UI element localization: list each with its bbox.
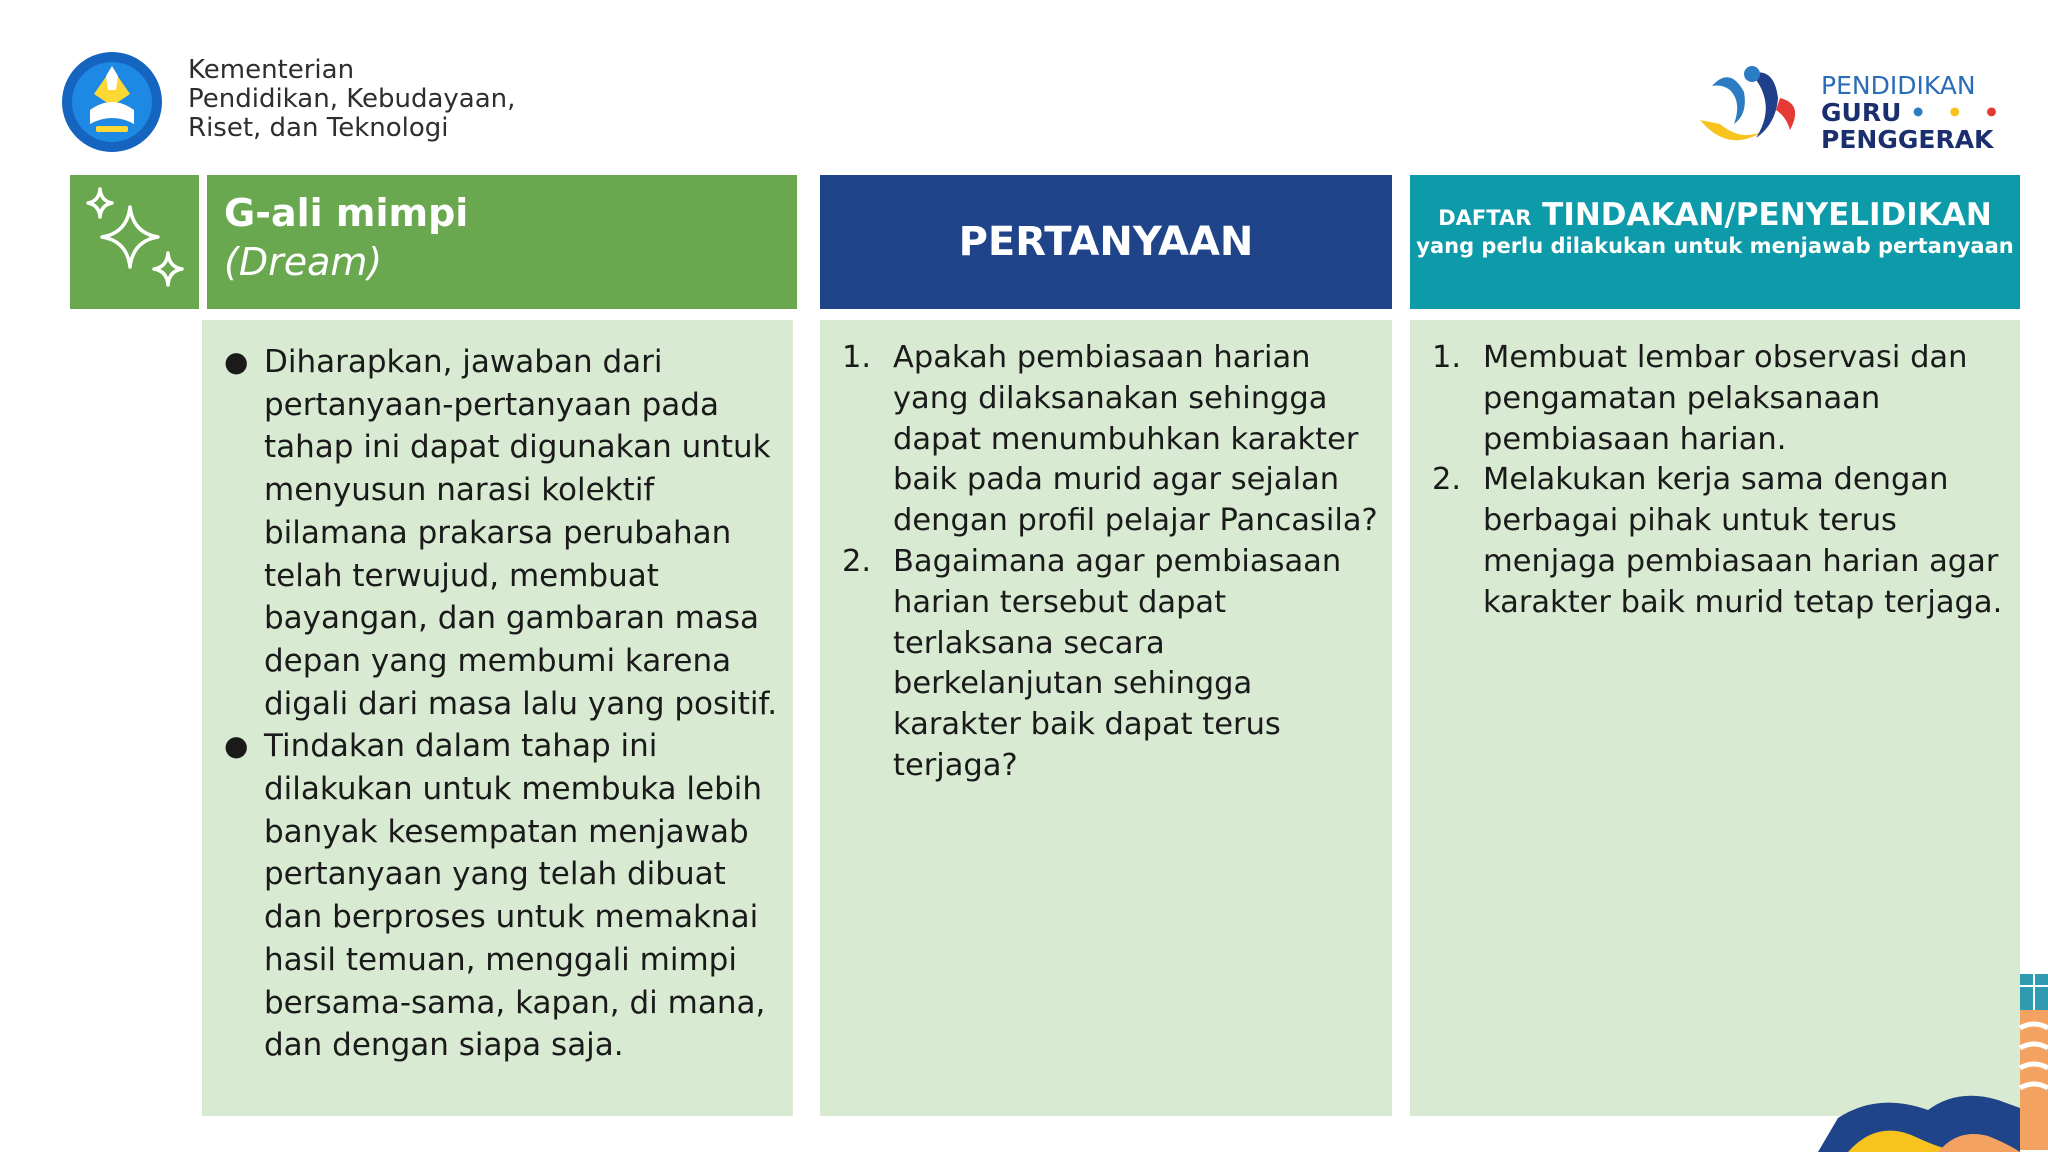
program-line-1: PENDIDIKAN [1821, 71, 1976, 100]
list-item [1432, 460, 2012, 623]
program-line-2: GURU • • • [1821, 98, 2006, 127]
list-item-text: Apakah pembiasaan harian yang dilaksanakan sehingga dapat menumbuhkan karakter baik pada murid agar sejalan dengan profil pelajar Pancasila? [893, 340, 1378, 539]
list-item [224, 725, 779, 1067]
tindakan-header [1410, 175, 2020, 309]
dream-subtitle: (Dream) [224, 240, 383, 284]
list-number: 2. [1432, 462, 1462, 498]
tut-wuri-handayani-emblem [60, 50, 164, 154]
list-item [842, 338, 1382, 542]
list-item [1432, 338, 2012, 460]
list-number: 1. [1432, 340, 1462, 375]
ministry-line: Pendidikan, Kebudayaan, [188, 84, 516, 114]
bullet-icon: ● [224, 345, 249, 378]
list-number: 1. [842, 340, 872, 375]
program-name [1821, 72, 2005, 153]
list-item-text: Membuat lembar observasi dan pengamatan pelaksanaan pembiasaan harian. [1483, 340, 1968, 457]
dream-header [207, 175, 797, 309]
sparkle-icon [70, 175, 199, 309]
list-item-text: Bagaimana agar pembiasaan harian tersebut dapat terlaksana secara berkelanjutan sehingga karakter baik dapat terus terjaga? [893, 543, 1342, 783]
ministry-name [188, 56, 515, 143]
list-item-text: Melakukan kerja sama dengan berbagai pihak untuk terus menjaga pembiasaan harian agar karakter baik murid tetap terjaga. [1483, 462, 2003, 620]
list-item [224, 341, 779, 725]
colored-dots: • • • [1910, 98, 2006, 127]
pertanyaan-list [842, 338, 1382, 787]
dream-panel [202, 320, 793, 1116]
ministry-line: Kementerian [188, 55, 355, 85]
guru-penggerak-logo [1690, 58, 1810, 158]
tindakan-title: TINDAKAN/PENYELIDIKAN [1542, 197, 1992, 233]
dream-icon-cell [70, 175, 199, 309]
list-item-text: Diharapkan, jawaban dari pertanyaan-pertanyaan pada tahap ini dapat digunakan untuk menyusun narasi kolektif bilamana prakarsa perubahan telah terwujud, membuat bayangan, dan gambaran masa depan yang membumi karena digali dari masa lalu yang positif. [264, 344, 778, 722]
tindakan-title-prefix: DAFTAR [1438, 206, 1532, 230]
bullet-icon: ● [224, 729, 249, 763]
pertanyaan-panel [820, 320, 1392, 1116]
list-item [842, 542, 1382, 787]
ministry-line: Riset, dan Teknologi [188, 113, 449, 143]
program-line-3: PENGGERAK [1821, 125, 1994, 154]
list-number: 2. [842, 543, 872, 579]
pertanyaan-header: PERTANYAAN [820, 175, 1392, 309]
list-item-text: Tindakan dalam tahap ini dilakukan untuk membuka lebih banyak kesempatan menjawab pertanyaan yang telah dibuat dan berproses untuk memaknai hasil temuan, menggali mimpi bersama-sama, kapan, di mana, dan dengan siapa saja. [264, 728, 766, 1064]
decorative-corner-pattern [1788, 968, 2048, 1152]
tindakan-subtitle: yang perlu dilakukan untuk menjawab pertanyaan [1416, 234, 2014, 258]
tindakan-list [1432, 338, 2012, 624]
dream-bullet-list [224, 341, 779, 1067]
dream-title: G-ali mimpi [224, 191, 469, 235]
